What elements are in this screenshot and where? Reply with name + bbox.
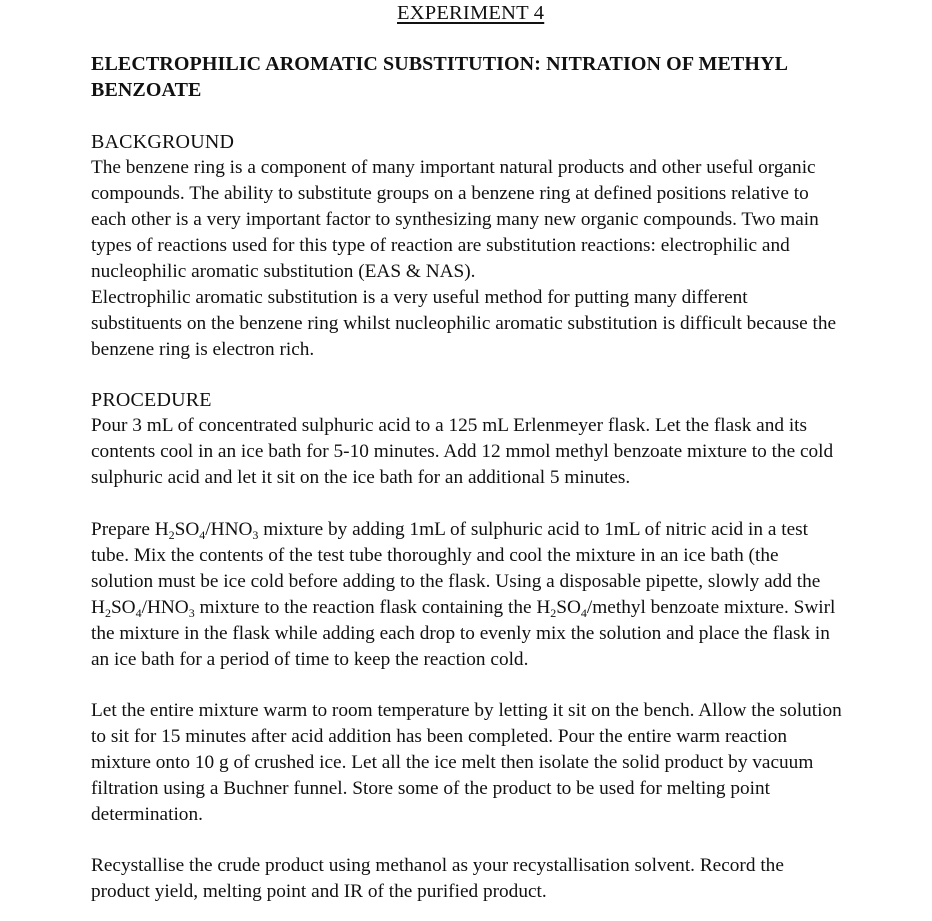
text-line: contents cool in an ice bath for 5-10 minutes. Add 12 mmol methyl benzoate mixture to the cold: [91, 441, 834, 462]
text-line: Electrophilic aromatic substitution is a very useful method for putting many different: [91, 287, 748, 308]
text-line: nucleophilic aromatic substitution (EAS & NAS).: [91, 261, 476, 282]
background-heading: BACKGROUND: [91, 131, 235, 153]
text-line: each other is a very important factor to synthesizing many new organic compounds. Two main: [91, 209, 819, 230]
text-line: substituents on the benzene ring whilst nucleophilic aromatic substitution is difficult because the: [91, 313, 837, 334]
text-line: The benzene ring is a component of many important natural products and other useful organic: [91, 157, 816, 178]
text-line: solution must be ice cold before adding to the flask. Using a disposable pipette, slowly add the: [91, 571, 821, 592]
procedure-paragraph-1: [91, 413, 911, 491]
text-line: to sit for 15 minutes after acid addition has been completed. Pour the entire warm reaction: [91, 726, 788, 747]
main-title-line: BENZOATE: [91, 79, 202, 101]
text-line: Pour 3 mL of concentrated sulphuric acid to a 125 mL Erlenmeyer flask. Let the flask and its: [91, 415, 808, 436]
experiment-title: EXPERIMENT 4: [397, 2, 545, 24]
text-line: Recystallise the crude product using methanol as your recystallisation solvent. Record the: [91, 855, 784, 876]
text-line: an ice bath for a period of time to keep the reaction cold.: [91, 649, 529, 670]
background-paragraph: [91, 155, 911, 363]
main-title: [91, 51, 911, 103]
text-line: filtration using a Buchner funnel. Store some of the product to be used for melting point: [91, 778, 770, 799]
procedure-paragraph-3: [91, 698, 911, 828]
text-line: Let the entire mixture warm to room temperature by letting it sit on the bench. Allow the solution: [91, 700, 842, 721]
text-line: the mixture in the flask while adding each drop to evenly mix the solution and place the flask in: [91, 623, 830, 644]
text-line: types of reactions used for this type of reaction are substitution reactions: electrophilic and: [91, 235, 790, 256]
text-line: Prepare $H_2SO_4/HNO_3$ mixture by adding 1mL of sulphuric acid to 1mL of nitric acid in a test: [91, 519, 808, 542]
main-title-line: ELECTROPHILIC AROMATIC SUBSTITUTION: NITRATION OF METHYL: [91, 53, 789, 75]
procedure-paragraph-4: [91, 853, 911, 905]
text-line: sulphuric acid and let it sit on the ice bath for an additional 5 minutes.: [91, 467, 631, 488]
procedure-heading: PROCEDURE: [91, 389, 212, 411]
text-line: compounds. The ability to substitute groups on a benzene ring at defined positions relative to: [91, 183, 809, 204]
text-line: $H_2SO_4/HNO_3$ mixture to the reaction flask containing the $H_2SO_4$/methyl benzoate mixture. Swirl: [91, 597, 836, 620]
text-line: benzene ring is electron rich.: [91, 339, 315, 360]
text-line: tube. Mix the contents of the test tube thoroughly and cool the mixture in an ice bath (the: [91, 545, 779, 566]
text-line: mixture onto 10 g of crushed ice. Let all the ice melt then isolate the solid product by vacuum: [91, 752, 814, 773]
text-line: determination.: [91, 804, 203, 825]
procedure-paragraph-2: [91, 517, 911, 673]
text-line: product yield, melting point and IR of the purified product.: [91, 881, 547, 902]
